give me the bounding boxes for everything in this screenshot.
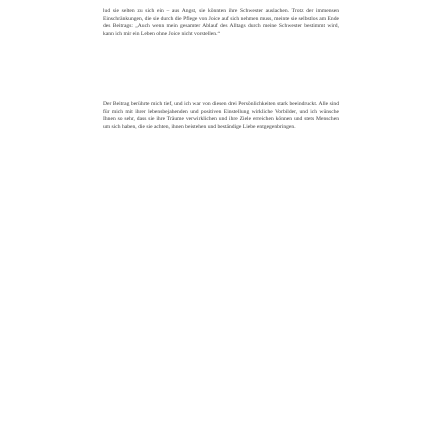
paragraph-2 xyxy=(103,101,339,131)
paragraph-1-text: lud sie selten zu sich ein – aus Angst, sie könnten ihre Schwester auslachen. Trotz der immensen Einschränkungen, die sie durch die Pflege von Joice auf sich nehmen muss, meinte sie selbstlos am Ende des Beitrags: „Auch wenn mein gesamter Ablauf des Alltags durch meine Schwester bestimmt wird, kann ich mir ein Leben ohne Joice nicht vorstellen.“ xyxy=(103,8,339,37)
paragraph-2-text: Der Beitrag berührte mich tief, und ich war von diesen drei Persönlichkeiten stark beeindruckt. Alle sind für mich mit ihrer lebensbejahenden und positiven Einstellung wirkliche Vorbilder, und ich wünsche Ihnen so sehr, dass sie ihre Träume verwirklichen und ihre Ziele erreichen können und stets Menschen um sich haben, die sie achten, ihnen beistehen und beständige Liebe entgegenbringen. xyxy=(103,101,339,130)
paragraph-1 xyxy=(103,8,339,38)
